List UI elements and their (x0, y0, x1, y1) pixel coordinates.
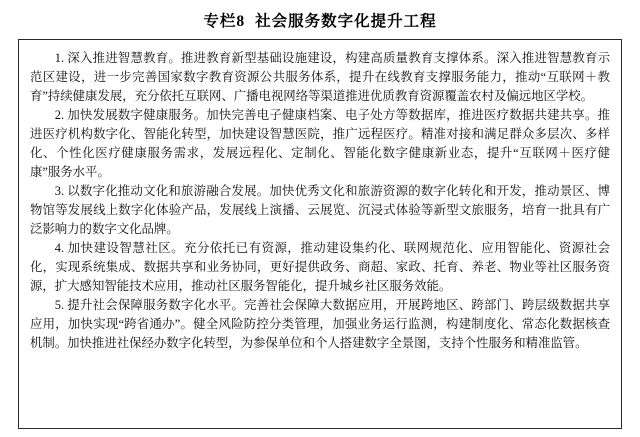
title-heading: 社会服务数字化提升工程 (255, 13, 437, 30)
content-box (18, 39, 622, 429)
paragraph: 5. 提升社会保障服务数字化水平。完善社会保障大数据应用，开展跨地区、跨部门、跨层级数据共享应用，加快实现“跨省通办”。健全风险防控分类管理，加强业务运行监测，构建制度化、常态化数据核查机制。加快推进社保经办数字化转型，为参保单位和个人搭建数字全景图，支持个性服务和精准监管。 (30, 297, 610, 350)
content-body (30, 49, 610, 422)
paragraph: 1. 深入推进智慧教育。推进教育新型基础设施建设，构建高质量教育支撑体系。深入推进智慧教育示范区建设，进一步完善国家数字教育资源公共服务体系，提升在线教育支撑服务能力，推动“互联网＋教育”持续健康发展，充分依托互联网、广播电视网络等渠道推进优质教育资源覆盖农村及偏远地区学校。 (30, 51, 610, 103)
paragraph: 4. 加快建设智慧社区。充分依托已有资源，推动建设集约化、联网规范化、应用智能化、资源社会化，实现系统集成、数据共享和业务协同，更好提供政务、商超、家政、托育、养老、物业等社区服务资源，扩大感知智能技术应用，推动社区服务智能化，提升城乡社区服务效能。 (30, 240, 610, 293)
title-number: 8 (236, 13, 246, 30)
paragraph: 3. 以数字化推动文化和旅游融合发展。加快优秀文化和旅游资源的数字化转化和开发，推动景区、博物馆等发展线上数字化体验产品，发展线上演播、云展览、沉浸式体验等新型文旅服务，培育一批具有广泛影响力的数字文化品牌。 (30, 183, 610, 236)
page-title (0, 0, 640, 39)
title-label: 专栏 (203, 13, 237, 30)
paragraph: 2. 加快发展数字健康服务。加快完善电子健康档案、电子处方等数据库，推进医疗数据共建共享。推进医疗机构数字化、智能化转型，加快建设智慧医院，推广远程医疗。精准对接和满足群众多层次、多样化、个性化医疗健康服务需求，发展远程化、定制化、智能化数字健康新业态，提升“互联网＋医疗健康”服务水平。 (30, 108, 610, 179)
